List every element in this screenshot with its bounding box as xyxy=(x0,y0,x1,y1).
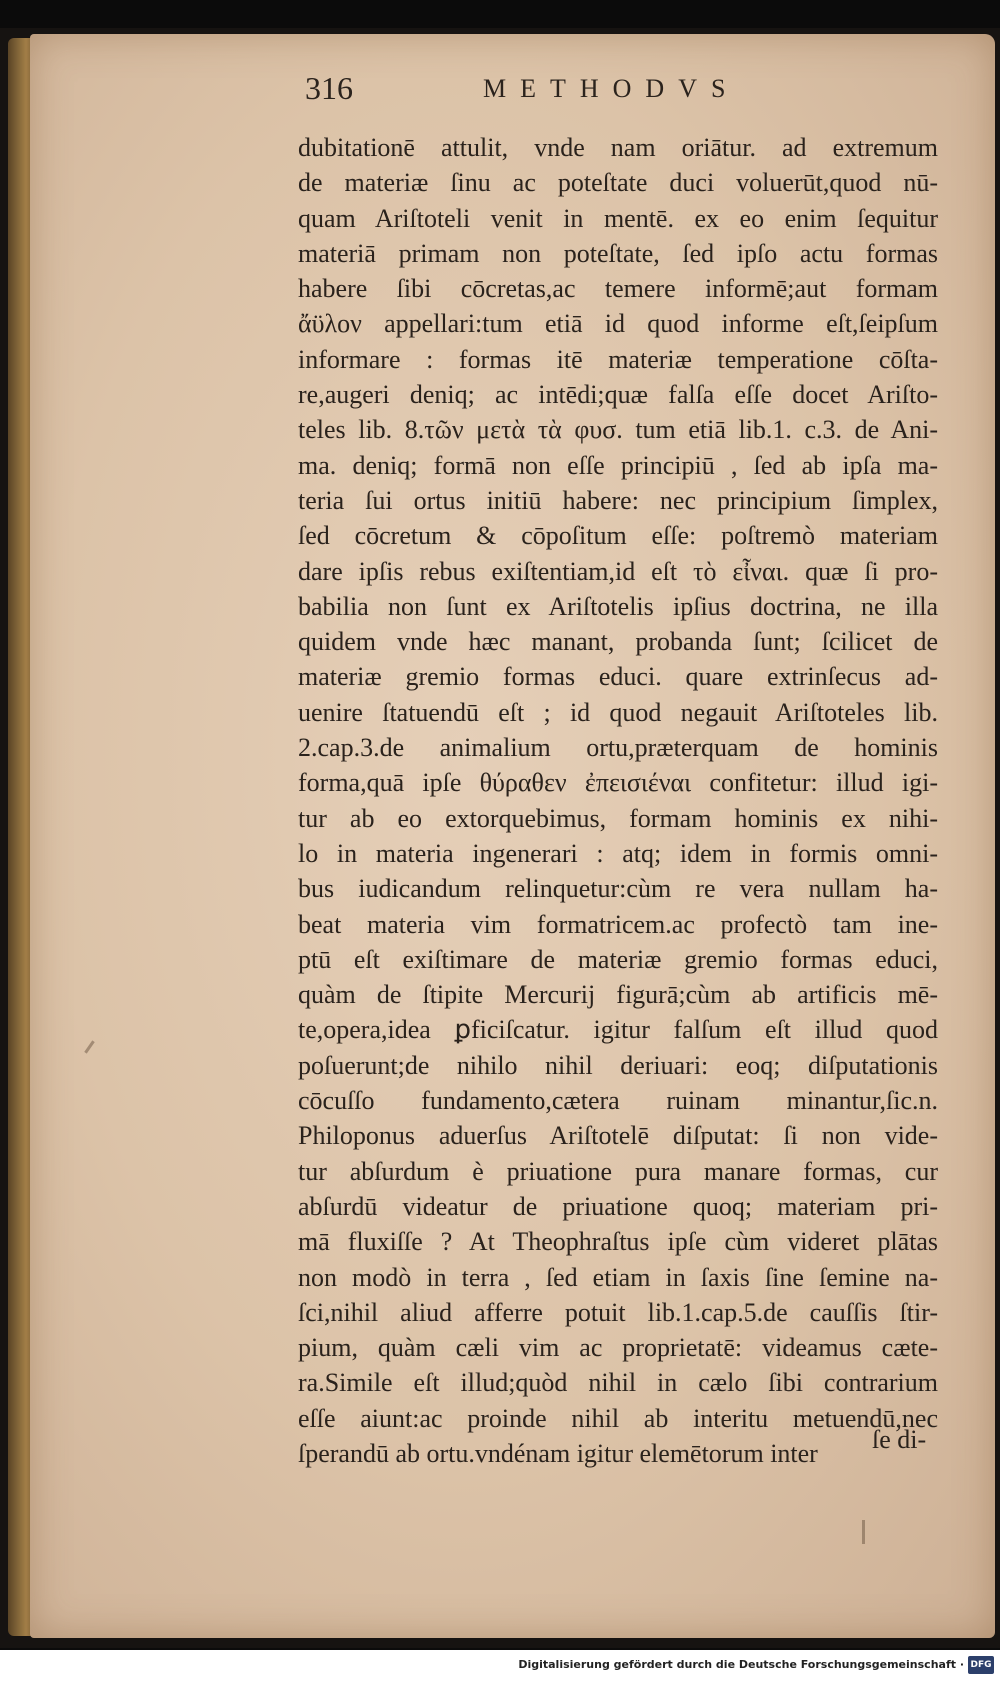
text-line: cōcuſſo fundamento,cætera ruinam minantur,ſic.n. xyxy=(298,1086,938,1116)
running-head xyxy=(305,70,905,110)
text-line: uenire ſtatuendū eſt ; id quod negauit Ariſtoteles lib. xyxy=(298,697,938,727)
text-line: dare ipſis rebus exiſtentiam,id eſt τὸ εἶναι. quæ ſi pro- xyxy=(298,556,938,586)
text-line: ſperandū ab ortu.vndénam igitur elemētorum inter xyxy=(298,1438,818,1468)
text-line: teria ſui ortus initiū habere: nec principium ſimplex, xyxy=(298,485,938,515)
text-line: ra.Simile eſt illud;quòd nihil in cælo ſibi contrarium xyxy=(298,1368,938,1398)
text-line: ma. deniq; formā non eſſe principiū , ſed ab ipſa ma- xyxy=(298,450,938,480)
text-line: ſed cōcretum & cōpoſitum eſſe: poſtremò materiam xyxy=(298,521,938,551)
text-line: lo in materia ingenerari : atq; idem in formis omni- xyxy=(298,838,938,868)
running-title: METHODVS xyxy=(483,74,740,103)
text-line: dubitationē attulit, vnde nam oriātur. ad extremum xyxy=(298,133,938,162)
text-line: materiā primam non poteſtate, ſed ipſo actu formas xyxy=(298,238,938,268)
text-line: babilia non ſunt ex Ariſtotelis ipſius doctrina, ne illa xyxy=(298,591,938,621)
text-line: non modò in terra , ſed etiam in ſaxis ſine ſemine na- xyxy=(298,1262,938,1292)
text-line: teles lib. 8.τῶν μετὰ τὰ φυσ. tum etiā lib.1. c.3. de Ani- xyxy=(298,415,938,445)
text-line: habere ſibi cōcretas,ac temere informē;aut formam xyxy=(298,274,938,304)
footer-bar xyxy=(0,1650,1000,1685)
text-line: te,opera,idea ꝑficiſcatur. igitur falſum eſt illud quod xyxy=(298,1015,938,1045)
text-line: materiæ gremio formas educi. quare extrinſecus ad- xyxy=(298,662,938,692)
text-line: pium, quàm cæli vim ac proprietatē: videamus cæte- xyxy=(298,1333,938,1363)
text-line: Philoponus aduerſus Ariſtotelē diſputat: ſi non vide- xyxy=(298,1121,938,1151)
text-line: ἄϋλον appellari:tum etiā id quod informe eſt,ſeipſum xyxy=(298,309,938,339)
text-line: bus iudicandum relinquetur:cùm re vera nullam ha- xyxy=(298,874,938,904)
text-line: forma,quā ipſe θύραθεν ἐπεισιέναι confitetur: illud igi- xyxy=(298,768,938,798)
catchword: ſe di- xyxy=(872,1425,927,1454)
text-line: tur ab eo extorquebimus, formam hominis ex nihi- xyxy=(298,803,938,833)
ink-mark xyxy=(862,1520,865,1544)
footer-credit: Digitalisierung gefördert durch die Deutsche Forschungsgemeinschaft · xyxy=(518,1658,964,1671)
body-text xyxy=(298,130,938,1471)
text-line: beat materia vim formatricem.ac profectò tam ine- xyxy=(298,909,938,939)
text-line: abſurdū videatur de priuatione quoq; materiam pri- xyxy=(298,1191,938,1221)
text-line: informare : formas itē materiæ temperatione cōſta- xyxy=(298,344,938,374)
dfg-logo-icon: DFG xyxy=(968,1656,994,1674)
text-line: tur abſurdum è priuatione pura manare formas, cur xyxy=(298,1156,938,1186)
text-line: de materiæ ſinu ac poteſtate duci voluerūt,quod nū- xyxy=(298,168,938,198)
text-line: ſci,nihil aliud afferre potuit lib.1.cap.5.de cauſſis ſtir- xyxy=(298,1297,938,1327)
text-line: ptū eſt exiſtimare de materiæ gremio formas educi, xyxy=(298,944,938,974)
text-line: quidem vnde hæc manant, probanda ſunt; ſcilicet de xyxy=(298,627,938,657)
text-line: re,augeri deniq; ac intēdi;quæ falſa eſſe docet Ariſto- xyxy=(298,380,938,410)
text-line: 2.cap.3.de animalium ortu,præterquam de hominis xyxy=(298,733,938,763)
page-number: 316 xyxy=(305,70,353,106)
text-line: poſuerunt;de nihilo nihil deriuari: eoq; diſputationis xyxy=(298,1050,938,1080)
text-line: quam Ariſtoteli venit in mentē. ex eo enim ſequitur xyxy=(298,203,938,233)
text-line: eſſe aiunt:ac proinde nihil ab interitu metuendū,nec xyxy=(298,1403,938,1433)
text-line: quàm de ſtipite Mercurij figurā;cùm ab artificis mē- xyxy=(298,980,938,1010)
text-line: mā fluxiſſe ? At Theophraſtus ipſe cùm videret plātas xyxy=(298,1227,938,1257)
